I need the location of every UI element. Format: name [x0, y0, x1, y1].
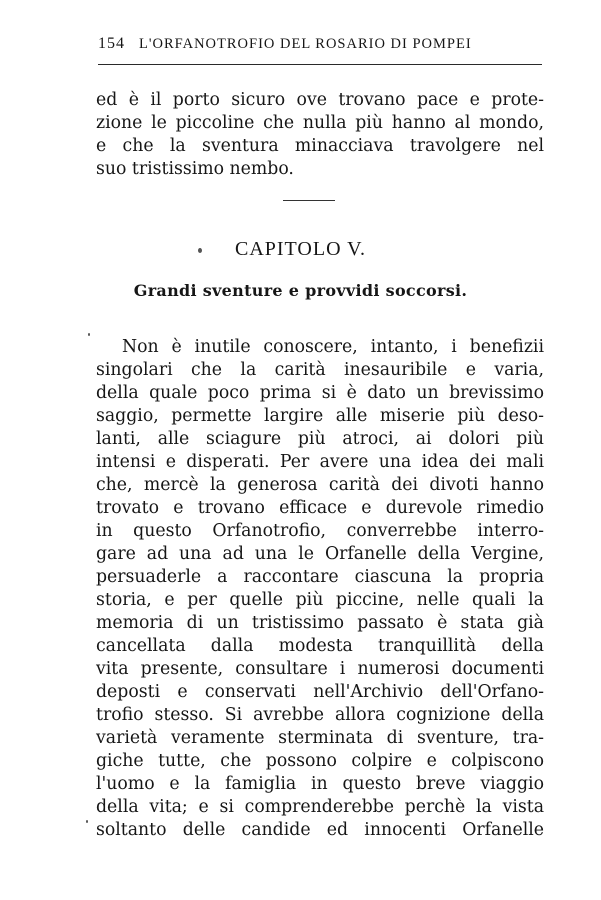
text-line: memoria di un tristissimo passato è stata già	[96, 613, 544, 633]
section-divider	[283, 200, 335, 201]
text-line: trofio stesso. Si avrebbe allora cognizione della	[96, 705, 544, 725]
page-number: 154	[98, 35, 125, 52]
running-title: L'ORFANOTROFIO DEL ROSARIO DI POMPEI	[139, 36, 472, 52]
text-line: vita presente, consultare i numerosi documenti	[96, 659, 544, 679]
text-line: zione le piccoline che nulla più hanno al mondo,	[96, 113, 544, 133]
text-line: cancellata dalla modesta tranquillità della	[96, 636, 544, 656]
text-line: soltanto delle candide ed innocenti Orfanelle	[96, 820, 544, 840]
text-line: suo tristissimo nembo.	[96, 159, 294, 179]
text-line: persuaderle a raccontare ciascuna la propria	[96, 567, 544, 587]
text-line: singolari che la carità inesauribile e varia,	[96, 360, 544, 380]
header-rule	[98, 64, 542, 65]
ink-speck	[88, 333, 90, 336]
text-line: Non è inutile conoscere, intanto, i benefizii	[122, 337, 544, 357]
text-line: in questo Orfanotrofio, converrebbe interro-	[96, 521, 544, 541]
text-line: della vita; e si comprenderebbe perchè la vista	[96, 797, 544, 817]
text-line: varietà veramente sterminata di sventure, tra-	[96, 728, 544, 748]
text-line: della quale poco prima si è dato un brevissimo	[96, 383, 544, 403]
text-line: giche tutte, che possono colpire e colpiscono	[96, 751, 544, 771]
text-line: intensi e disperati. Per avere una idea dei mali	[96, 452, 544, 472]
chapter-subtitle: Grandi sventure e provvidi soccorsi.	[133, 281, 468, 300]
text-line: l'uomo e la famiglia in questo breve viaggio	[96, 774, 544, 794]
text-line: trovato e trovano efficace e durevole rimedio	[96, 498, 544, 518]
text-line: e che la sventura minacciava travolgere nel	[96, 136, 544, 156]
text-line: lanti, alle sciagure più atroci, ai dolori più	[96, 429, 544, 449]
text-line: gare ad una ad una le Orfanelle della Vergine,	[96, 544, 544, 564]
text-line: storia, e per quelle più piccine, nelle quali la	[96, 590, 544, 610]
chapter-title: CAPITOLO V.	[234, 238, 367, 260]
ink-speck	[86, 820, 88, 823]
running-header	[98, 35, 543, 57]
text-line: ed è il porto sicuro ove trovano pace e prote-	[96, 90, 544, 110]
ink-speck	[198, 248, 202, 253]
text-line: che, mercè la generosa carità dei divoti hanno	[96, 475, 544, 495]
text-line: saggio, permette largire alle miserie più deso-	[96, 406, 544, 426]
text-line: deposti e conservati nell'Archivio dell'Orfano-	[96, 682, 544, 702]
